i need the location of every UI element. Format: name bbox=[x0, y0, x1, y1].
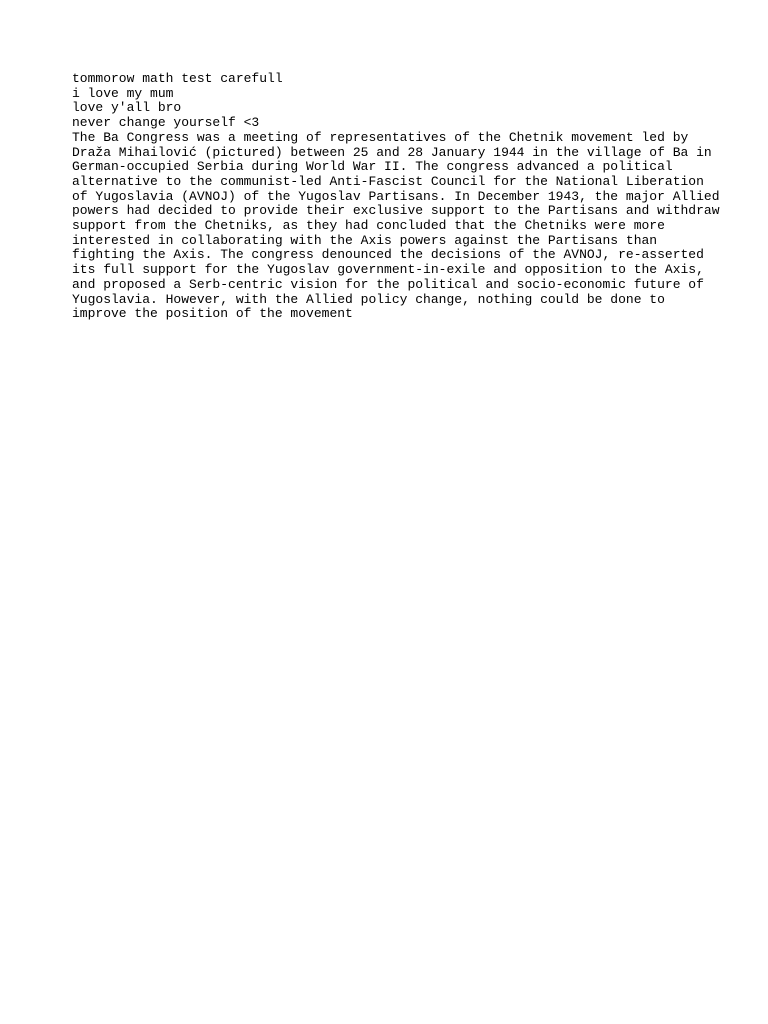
paragraph-line: powers had decided to provide their exclusive support to the Partisans and withdraw bbox=[72, 203, 720, 219]
paragraph bbox=[72, 131, 722, 322]
paragraph-line: Yugoslavia. However, with the Allied policy change, nothing could be done to bbox=[72, 291, 665, 307]
paragraph-line: interested in collaborating with the Axis powers against the Partisans than bbox=[72, 232, 658, 248]
note-line-2: i love my mum bbox=[72, 85, 174, 101]
note-line-1: tommorow math test carefull bbox=[72, 71, 283, 86]
paragraph-line: Draža Mihailović (pictured) between 25 and 28 January 1944 in the village of Ba in bbox=[72, 144, 712, 160]
document-body bbox=[72, 72, 722, 322]
paragraph-line: German-occupied Serbia during World War II. The congress advanced a political bbox=[72, 159, 673, 175]
paragraph-line: improve the position of the movement bbox=[72, 306, 353, 322]
paragraph-line: alternative to the communist-led Anti-Fascist Council for the National Liberation bbox=[72, 173, 704, 189]
paragraph-line: The Ba Congress was a meeting of representatives of the Chetnik movement led by bbox=[72, 129, 689, 145]
paragraph-line: of Yugoslavia (AVNOJ) of the Yugoslav Partisans. In December 1943, the major Allied bbox=[72, 188, 720, 204]
paragraph-line: its full support for the Yugoslav government-in-exile and opposition to the Axis, bbox=[72, 262, 704, 278]
note-line-3: love y'all bro bbox=[72, 100, 182, 116]
paragraph-line: fighting the Axis. The congress denounced the decisions of the AVNOJ, re-asserted bbox=[72, 247, 704, 263]
note-line-4: never change yourself <3 bbox=[72, 115, 260, 131]
paragraph-line: and proposed a Serb-centric vision for the political and socio-economic future of bbox=[72, 276, 704, 292]
paragraph-line: support from the Chetniks, as they had concluded that the Chetniks were more bbox=[72, 218, 665, 234]
